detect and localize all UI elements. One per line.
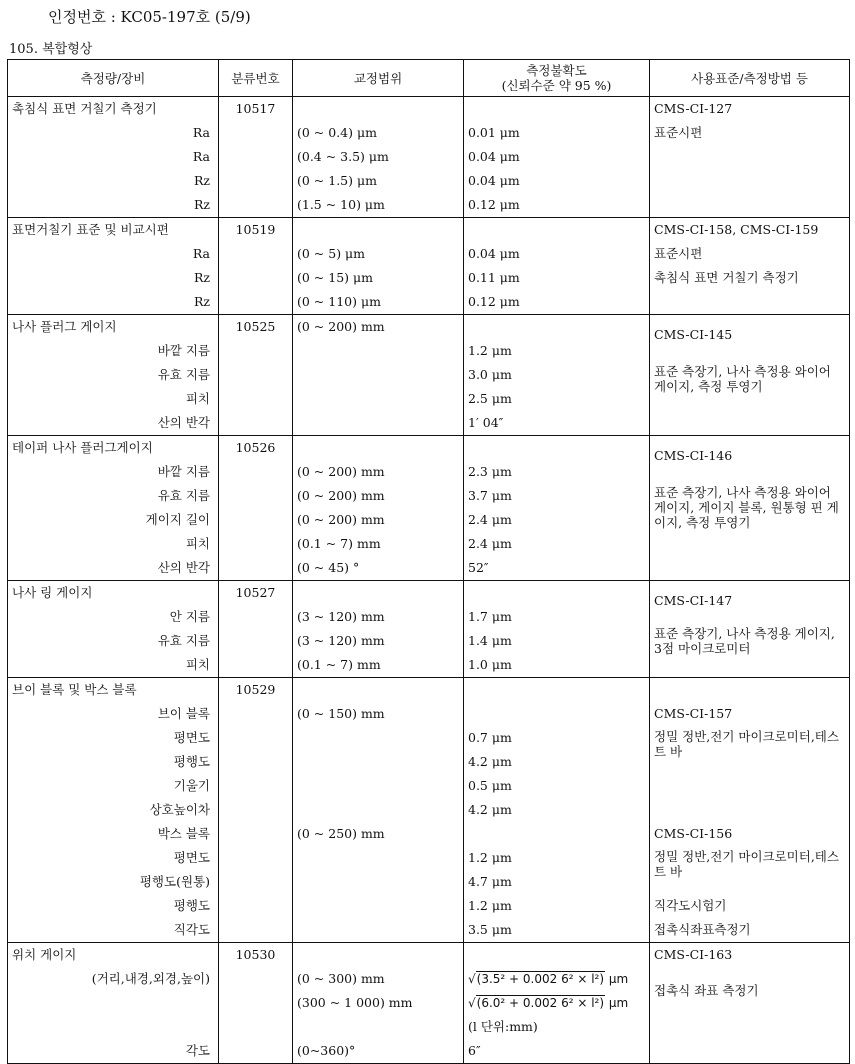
standard-line: CMS-CI-146	[654, 448, 733, 463]
classification-code: 10517	[235, 101, 276, 116]
standard-line: 직각도시험기	[654, 898, 727, 913]
range-value: (3 ~ 120) mm	[297, 633, 385, 648]
standard-line: 표준 측장기, 나사 측정용 게이지, 3점 마이크로미터	[654, 626, 835, 656]
uncertainty-cell	[464, 218, 650, 315]
code-cell	[219, 943, 293, 1064]
range-value: (0 ~ 1.5) μm	[297, 173, 377, 188]
uncertainty-value: 2.4 μm	[468, 536, 512, 551]
uncertainty-cell	[464, 315, 650, 436]
uncertainty-value: 0.11 μm	[468, 270, 520, 285]
standard-line: 접촉식좌표측정기	[654, 922, 751, 937]
range-value: (0 ~ 200) mm	[297, 488, 385, 503]
table-row	[8, 581, 850, 678]
uncertainty-value: 0.04 μm	[468, 246, 520, 261]
col-header-uncertainty	[464, 60, 650, 97]
range-value: (0.1 ~ 7) mm	[297, 657, 381, 672]
range-cell	[293, 97, 464, 218]
range-value: (0.1 ~ 7) mm	[297, 536, 381, 551]
sub-item: 평행도	[173, 754, 210, 769]
standard-line: CMS-CI-147	[654, 593, 733, 608]
standard-cell	[650, 943, 850, 1064]
range-value: (0 ~ 45) °	[297, 560, 360, 575]
range-value: (0 ~ 110) μm	[297, 294, 381, 309]
sub-item: Ra	[192, 149, 210, 164]
item-name: 위치 게이지	[12, 947, 77, 962]
uncertainty-value: 1.2 μm	[468, 343, 512, 358]
sub-item: 평행도(원통)	[139, 874, 210, 889]
uncertainty-value: 0.04 μm	[468, 173, 520, 188]
sub-item: 유효 지름	[157, 633, 210, 648]
range-value: (0 ~ 250) mm	[297, 826, 385, 841]
sub-item: 평면도	[173, 730, 210, 745]
code-cell	[219, 436, 293, 581]
standard-line: CMS-CI-157	[654, 706, 733, 721]
uncertainty-value: 4.2 μm	[468, 802, 512, 817]
uncertainty-value: 2.3 μm	[468, 464, 512, 479]
sub-item: (거리,내경,외경,높이)	[91, 971, 210, 986]
col-header-item: 측정량/장비	[8, 60, 219, 97]
uncertainty-value: 1′ 04″	[468, 415, 504, 430]
item-cell	[8, 97, 219, 218]
item-cell	[8, 315, 219, 436]
uncertainty-value: 6″	[468, 1043, 481, 1058]
range-value: (0 ~ 15) μm	[297, 270, 373, 285]
table-header-row	[8, 60, 850, 97]
standard-line: CMS-CI-158, CMS-CI-159	[654, 222, 819, 237]
uncertainty-value: 1.2 μm	[468, 898, 512, 913]
range-cell	[293, 436, 464, 581]
uncertainty-value: 1.4 μm	[468, 633, 512, 648]
standard-cell	[650, 97, 850, 218]
sub-item: Rz	[194, 173, 210, 188]
range-value: (0 ~ 200) mm	[297, 512, 385, 527]
table-row	[8, 678, 850, 943]
table-row	[8, 315, 850, 436]
standard-cell	[650, 436, 850, 581]
sub-item: Rz	[194, 294, 210, 309]
sub-item: 기울기	[173, 778, 210, 793]
calibration-table	[7, 59, 850, 1064]
classification-code: 10526	[235, 440, 276, 455]
item-name: 촉침식 표면 거칠기 측정기	[12, 101, 157, 116]
standard-line: 표준시편	[654, 246, 703, 261]
uncertainty-cell	[464, 678, 650, 943]
standard-cell	[650, 218, 850, 315]
sub-item: 피치	[185, 391, 210, 406]
standard-line: CMS-CI-127	[654, 101, 733, 116]
range-value: (1.5 ~ 10) μm	[297, 197, 385, 212]
item-cell	[8, 678, 219, 943]
range-cell	[293, 218, 464, 315]
sub-item: 평면도	[173, 850, 210, 865]
col-header-standard: 사용표준/측정방법 등	[650, 60, 850, 97]
uncertainty-value: 4.2 μm	[468, 754, 512, 769]
standard-line: CMS-CI-145	[654, 327, 733, 342]
col-header-code: 분류번호	[219, 60, 293, 97]
standard-line: 표준 측장기, 나사 측정용 와이어 게이지, 측정 투영기	[654, 364, 831, 394]
sub-item: 평행도	[173, 898, 210, 913]
sub-item: 박스 블록	[157, 826, 210, 841]
classification-code: 10525	[235, 319, 276, 334]
item-name: 나사 링 게이지	[12, 585, 93, 600]
classification-code: 10527	[235, 585, 276, 600]
uncertainty-cell	[464, 943, 650, 1064]
uncertainty-value: 0.01 μm	[468, 125, 520, 140]
uncertainty-value: 0.7 μm	[468, 730, 512, 745]
item-name: 브이 블록 및 박스 블록	[12, 682, 137, 697]
uncertainty-value: 2.5 μm	[468, 391, 512, 406]
sub-item: 산의 반각	[157, 560, 210, 575]
sub-item: Rz	[194, 270, 210, 285]
range-value: (0 ~ 200) mm	[297, 464, 385, 479]
uncertainty-confidence: (신뢰수준 약 95 %)	[501, 78, 612, 93]
range-value: (0.4 ~ 3.5) μm	[297, 149, 389, 164]
standard-line: 촉침식 표면 거칠기 측정기	[654, 270, 799, 285]
uncertainty-value: 1.7 μm	[468, 609, 512, 624]
section-title: 105. 복합형상	[9, 42, 93, 57]
item-cell	[8, 943, 219, 1064]
certificate-number: 인정번호 : KC05-197호 (5/9)	[48, 8, 251, 26]
uncertainty-value: 52″	[468, 560, 489, 575]
item-cell	[8, 581, 219, 678]
uncertainty-value: 3.0 μm	[468, 367, 512, 382]
standard-line: 정밀 정반,전기 마이크로미터,테스트 바	[654, 849, 839, 879]
sub-item: 바깥 지름	[157, 343, 210, 358]
uncertainty-value: 2.4 μm	[468, 512, 512, 527]
range-value: (0 ~ 200) mm	[297, 319, 385, 334]
sub-item: Ra	[192, 125, 210, 140]
code-cell	[219, 97, 293, 218]
sub-item: 산의 반각	[157, 415, 210, 430]
sub-item: 유효 지름	[157, 488, 210, 503]
standard-line: 표준 측장기, 나사 측정용 와이어 게이지, 게이지 블록, 원통형 핀 게이지, 측정 투영기	[654, 485, 839, 530]
range-value: (3 ~ 120) mm	[297, 609, 385, 624]
sub-item: 피치	[185, 536, 210, 551]
standard-cell	[650, 315, 850, 436]
uncertainty-cell	[464, 581, 650, 678]
sub-item: 안 지름	[169, 609, 210, 624]
sub-item: 유효 지름	[157, 367, 210, 382]
uncertainty-value: 3.7 μm	[468, 488, 512, 503]
range-value: (0 ~ 0.4) μm	[297, 125, 377, 140]
range-value: (300 ~ 1 000) mm	[297, 995, 413, 1010]
sub-item: Ra	[192, 246, 210, 261]
uncertainty-cell	[464, 436, 650, 581]
item-name: 테이퍼 나사 플러그게이지	[12, 440, 153, 455]
range-cell	[293, 315, 464, 436]
uncertainty-value: 1.2 μm	[468, 850, 512, 865]
code-cell	[219, 678, 293, 943]
item-cell	[8, 436, 219, 581]
classification-code: 10529	[235, 682, 276, 697]
range-cell	[293, 678, 464, 943]
sub-item: 직각도	[173, 922, 210, 937]
uncertainty-note: (l 단위:mm)	[468, 1019, 538, 1034]
item-name: 표면거칠기 표준 및 비교시편	[12, 222, 169, 237]
uncertainty-value: 1.0 μm	[468, 657, 512, 672]
standard-line: 정밀 정반,전기 마이크로미터,테스트 바	[654, 729, 839, 759]
uncertainty-cell	[464, 97, 650, 218]
uncertainty-value: 0.12 μm	[468, 197, 520, 212]
standard-line: CMS-CI-156	[654, 826, 733, 841]
item-name: 나사 플러그 게이지	[12, 319, 117, 334]
table-row	[8, 436, 850, 581]
code-cell	[219, 581, 293, 678]
classification-code: 10530	[235, 947, 276, 962]
standard-line: 접촉식 좌표 측정기	[654, 983, 759, 998]
code-cell	[219, 218, 293, 315]
table-row	[8, 97, 850, 218]
range-value: (0~360)°	[297, 1043, 356, 1058]
item-cell	[8, 218, 219, 315]
classification-code: 10519	[235, 222, 276, 237]
range-value: (0 ~ 300) mm	[297, 971, 385, 986]
standard-line: 표준시편	[654, 125, 703, 140]
uncertainty-value: 0.04 μm	[468, 149, 520, 164]
table-row	[8, 218, 850, 315]
col-header-range: 교정범위	[293, 60, 464, 97]
sub-item: 피치	[185, 657, 210, 672]
sub-item: 상호높이차	[149, 802, 210, 817]
table-row	[8, 943, 850, 1064]
range-value: (0 ~ 150) mm	[297, 706, 385, 721]
range-value: (0 ~ 5) μm	[297, 246, 366, 261]
sub-item: 브이 블록	[157, 706, 210, 721]
sub-item: 바깥 지름	[157, 464, 210, 479]
uncertainty-value: 4.7 μm	[468, 874, 512, 889]
uncertainty-formula: √(3.5² + 0.002 6² × l²) μm	[468, 972, 629, 986]
standard-line: CMS-CI-163	[654, 947, 733, 962]
uncertainty-value: 0.12 μm	[468, 294, 520, 309]
sub-item: Rz	[194, 197, 210, 212]
uncertainty-formula: √(6.0² + 0.002 6² × l²) μm	[468, 996, 629, 1010]
standard-cell	[650, 581, 850, 678]
sub-item: 각도	[185, 1043, 210, 1058]
sub-item: 게이지 길이	[145, 512, 210, 527]
range-cell	[293, 943, 464, 1064]
uncertainty-value: 3.5 μm	[468, 922, 512, 937]
standard-cell	[650, 678, 850, 943]
range-cell	[293, 581, 464, 678]
uncertainty-title: 측정불확도	[526, 63, 587, 78]
code-cell	[219, 315, 293, 436]
uncertainty-value: 0.5 μm	[468, 778, 512, 793]
